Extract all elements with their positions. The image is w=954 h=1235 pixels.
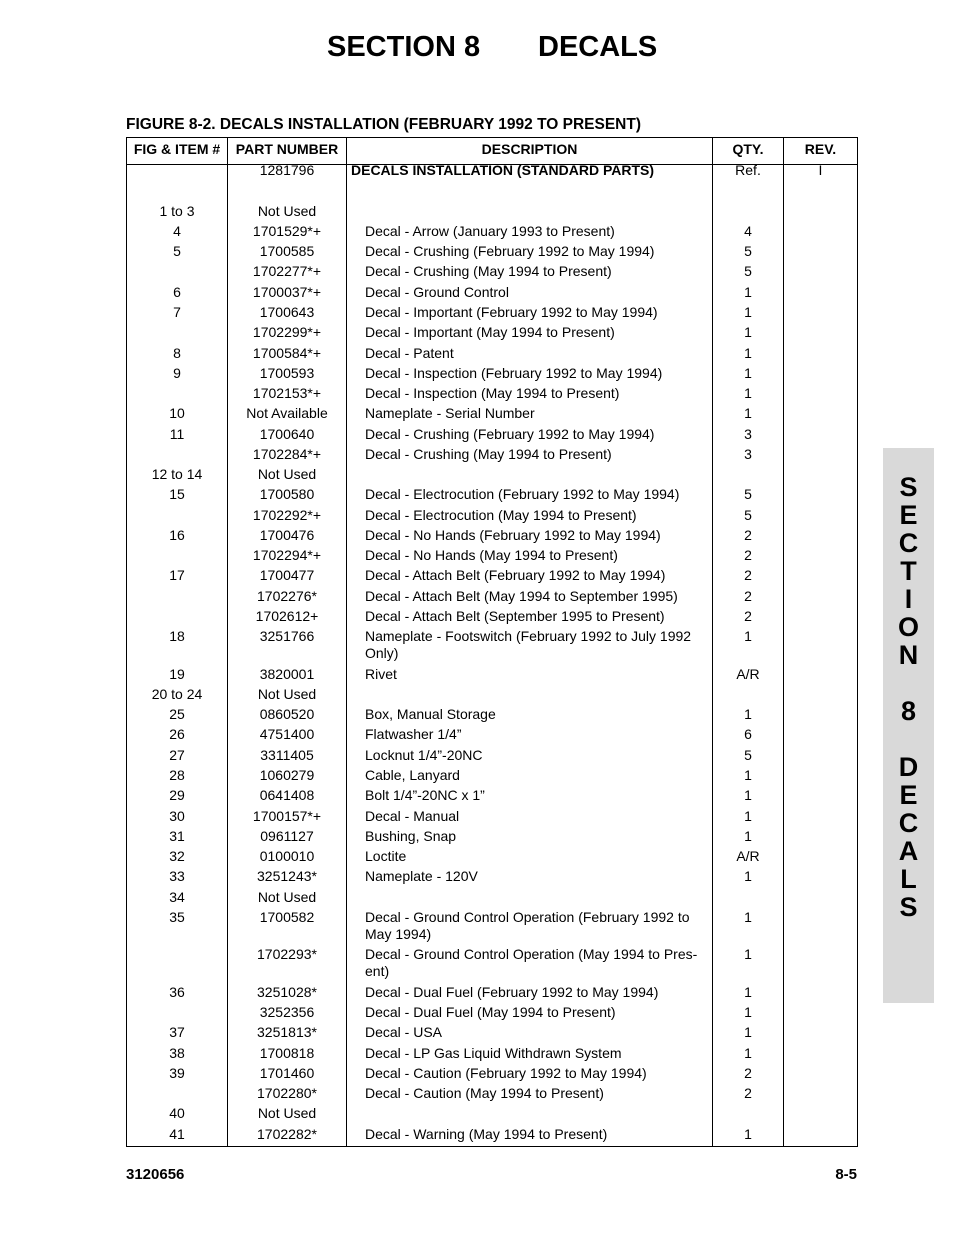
qty-cell: 2 bbox=[744, 608, 752, 624]
qty-cell: 1 bbox=[744, 405, 752, 421]
fig-item-cell: 26 bbox=[169, 726, 185, 742]
qty-cell: 2 bbox=[744, 588, 752, 604]
fig-item-cell: 36 bbox=[169, 984, 185, 1000]
part-number-cell: 1700585 bbox=[259, 243, 315, 259]
qty-cell: 5 bbox=[744, 507, 752, 523]
part-number-cell: Not Used bbox=[257, 1105, 317, 1121]
description-cell: Decal - Patent bbox=[365, 345, 454, 361]
description-cell: Cable, Lanyard bbox=[365, 767, 460, 783]
side-tab-letter: A bbox=[898, 836, 919, 866]
qty-cell: 1 bbox=[744, 909, 752, 925]
description-cell: Decal - Inspection (May 1994 to Present) bbox=[365, 385, 620, 401]
qty-cell: 1 bbox=[744, 628, 752, 644]
section-heading bbox=[0, 31, 954, 71]
part-number-cell: 4751400 bbox=[259, 726, 315, 742]
description-cell: Decal - Crushing (February 1992 to May 1994) bbox=[365, 426, 655, 442]
fig-item-cell: 32 bbox=[169, 848, 185, 864]
qty-cell: 2 bbox=[744, 567, 752, 583]
description-cell: Decal - Crushing (May 1994 to Present) bbox=[365, 263, 612, 279]
description-cell: Decal - Electrocution (February 1992 to May 1994) bbox=[365, 486, 680, 502]
description-cell: Decal - USA bbox=[365, 1024, 443, 1040]
part-number-cell: 1060279 bbox=[259, 767, 315, 783]
part-number-cell: 3251243* bbox=[257, 868, 317, 884]
description-cell: Decal - Ground Control bbox=[365, 284, 509, 300]
description-cell: Flatwasher 1/4” bbox=[365, 726, 462, 742]
description-cell: Bolt 1/4”-20NC x 1” bbox=[365, 787, 485, 803]
description-cell: Decal - Manual bbox=[365, 808, 460, 824]
qty-cell: 1 bbox=[744, 304, 752, 320]
side-tab-letter: O bbox=[897, 612, 919, 642]
qty-cell: 2 bbox=[744, 527, 752, 543]
qty-cell: 1 bbox=[744, 345, 752, 361]
qty-cell: A/R bbox=[736, 666, 760, 682]
qty-cell: 2 bbox=[744, 1065, 752, 1081]
description-cell: Decal - Inspection (February 1992 to May 1994) bbox=[365, 365, 663, 381]
qty-cell: A/R bbox=[736, 848, 760, 864]
part-number-cell: 3311405 bbox=[260, 747, 314, 763]
fig-item-cell: 1 to 3 bbox=[159, 203, 195, 219]
fig-item-cell: 6 bbox=[173, 284, 181, 300]
part-number-cell: Not Used bbox=[257, 466, 317, 482]
parts-table bbox=[126, 137, 858, 1147]
description-cell: Decal - Electrocution (May 1994 to Present) bbox=[365, 507, 637, 523]
fig-item-cell: 37 bbox=[169, 1024, 185, 1040]
side-tab-letter: S bbox=[899, 892, 918, 922]
qty-cell: 5 bbox=[744, 243, 752, 259]
fig-item-cell: 25 bbox=[169, 706, 185, 722]
fig-item-cell: 27 bbox=[169, 747, 185, 763]
description-cell: Box, Manual Storage bbox=[365, 706, 496, 722]
part-number-cell: Not Used bbox=[257, 203, 317, 219]
part-number-cell: 1702284*+ bbox=[252, 446, 322, 462]
fig-item-cell: 10 bbox=[169, 405, 185, 421]
part-number-cell: 1701460 bbox=[259, 1065, 315, 1081]
part-number-cell: 1700157*+ bbox=[252, 808, 322, 824]
description-cell: Decal - Dual Fuel (February 1992 to May 1994) bbox=[365, 984, 659, 1000]
part-number-cell: 0860520 bbox=[259, 706, 315, 722]
part-number-cell: 3820001 bbox=[259, 666, 315, 682]
description-cell: DECALS INSTALLATION (STANDARD PARTS) bbox=[351, 162, 655, 178]
qty-cell: 1 bbox=[744, 706, 752, 722]
fig-item-cell: 28 bbox=[169, 767, 185, 783]
description-cell: Decal - LP Gas Liquid Withdrawn System bbox=[365, 1045, 622, 1061]
column-header-qty: QTY. bbox=[732, 141, 764, 157]
part-number-cell: 1702153*+ bbox=[252, 385, 322, 401]
part-number-cell: 1702277*+ bbox=[252, 263, 322, 279]
fig-item-cell: 11 bbox=[169, 426, 185, 442]
side-tab-letter: I bbox=[904, 584, 913, 614]
part-number-cell: 1281796 bbox=[259, 162, 315, 178]
side-tab-letter: E bbox=[899, 500, 918, 530]
column-header-part: PART NUMBER bbox=[235, 141, 339, 157]
qty-cell: 1 bbox=[744, 808, 752, 824]
fig-item-cell: 34 bbox=[169, 889, 185, 905]
part-number-cell: 1700818 bbox=[259, 1045, 315, 1061]
description-cell: Decal - Important (February 1992 to May 1994) bbox=[365, 304, 658, 320]
side-tab-letter: S bbox=[899, 472, 918, 502]
description-cell: Decal - Attach Belt (September 1995 to Present) bbox=[365, 608, 665, 624]
description-cell: Decal - Crushing (February 1992 to May 1994) bbox=[365, 243, 655, 259]
qty-cell: 1 bbox=[744, 1004, 752, 1020]
description-cell: Decal - No Hands (February 1992 to May 1994) bbox=[365, 527, 661, 543]
fig-item-cell: 8 bbox=[173, 345, 181, 361]
fig-item-cell: 31 bbox=[169, 828, 185, 844]
page-number: 8-5 bbox=[835, 1166, 857, 1183]
description-cell: Decal - Attach Belt (May 1994 to September 1995) bbox=[365, 588, 678, 604]
description-cell: Nameplate - Footswitch (February 1992 to July 1992 Only) bbox=[365, 628, 692, 661]
description-cell: Loctite bbox=[365, 848, 407, 864]
qty-cell: 1 bbox=[744, 946, 752, 962]
section-side-tab bbox=[883, 448, 934, 1003]
fig-item-cell: 30 bbox=[169, 808, 185, 824]
description-cell: Decal - Warning (May 1994 to Present) bbox=[365, 1126, 608, 1142]
part-number-cell: 1702294*+ bbox=[252, 547, 322, 563]
qty-cell: 5 bbox=[744, 486, 752, 502]
side-tab-letter: 8 bbox=[900, 696, 917, 726]
side-tab-letter: N bbox=[898, 640, 919, 670]
description-cell: Decal - Arrow (January 1993 to Present) bbox=[365, 223, 615, 239]
fig-item-cell: 29 bbox=[169, 787, 185, 803]
section-name: DECALS bbox=[538, 31, 658, 63]
side-tab-letter: C bbox=[898, 528, 919, 558]
description-cell: Decal - Caution (May 1994 to Present) bbox=[365, 1085, 604, 1101]
fig-item-cell: 20 to 24 bbox=[151, 686, 203, 702]
description-cell: Bushing, Snap bbox=[365, 828, 457, 844]
qty-cell: 5 bbox=[744, 747, 752, 763]
rev-cell: I bbox=[818, 162, 823, 178]
description-cell: Decal - Ground Control Operation (May 1994 to Pres- ent) bbox=[365, 946, 698, 979]
qty-cell: 1 bbox=[744, 1126, 752, 1142]
qty-cell: Ref. bbox=[735, 162, 761, 178]
fig-item-cell: 16 bbox=[169, 527, 185, 543]
description-cell: Nameplate - 120V bbox=[365, 868, 478, 884]
qty-cell: 1 bbox=[744, 284, 752, 300]
side-tab-letter: E bbox=[899, 780, 918, 810]
description-cell: Locknut 1/4”-20NC bbox=[365, 747, 483, 763]
qty-cell: 6 bbox=[744, 726, 752, 742]
description-cell: Rivet bbox=[365, 666, 397, 682]
side-tab-letter: C bbox=[898, 808, 919, 838]
part-number-cell: 0961127 bbox=[260, 828, 314, 844]
part-number-cell: 1702299*+ bbox=[252, 324, 322, 340]
part-number-cell: 1700477 bbox=[259, 567, 315, 583]
qty-cell: 5 bbox=[744, 263, 752, 279]
part-number-cell: 3251766 bbox=[259, 628, 315, 644]
part-number-cell: 1700037*+ bbox=[252, 284, 322, 300]
side-tab-letter: T bbox=[900, 556, 917, 586]
qty-cell: 2 bbox=[744, 1085, 752, 1101]
part-number-cell: 3252356 bbox=[259, 1004, 315, 1020]
column-header-fig: FIG & ITEM # bbox=[133, 141, 221, 157]
part-number-cell: 1700593 bbox=[259, 365, 315, 381]
fig-item-cell: 15 bbox=[169, 486, 185, 502]
description-cell: Decal - Dual Fuel (May 1994 to Present) bbox=[365, 1004, 616, 1020]
part-number-cell: 0641408 bbox=[259, 787, 315, 803]
part-number-cell: 1701529*+ bbox=[252, 223, 322, 239]
qty-cell: 1 bbox=[744, 1045, 752, 1061]
fig-item-cell: 18 bbox=[169, 628, 185, 644]
fig-item-cell: 35 bbox=[169, 909, 185, 925]
fig-item-cell: 12 to 14 bbox=[151, 466, 203, 482]
qty-cell: 1 bbox=[744, 1024, 752, 1040]
description-cell: Decal - Crushing (May 1994 to Present) bbox=[365, 446, 612, 462]
fig-item-cell: 4 bbox=[173, 223, 181, 239]
part-number-cell: 1700643 bbox=[259, 304, 315, 320]
description-cell: Decal - Caution (February 1992 to May 1994) bbox=[365, 1065, 647, 1081]
part-number-cell: 1702612+ bbox=[255, 608, 319, 624]
fig-item-cell: 19 bbox=[169, 666, 185, 682]
fig-item-cell: 39 bbox=[169, 1065, 185, 1081]
fig-item-cell: 7 bbox=[173, 304, 181, 320]
description-cell: Nameplate - Serial Number bbox=[365, 405, 535, 421]
part-number-cell: 1700582 bbox=[259, 909, 315, 925]
column-divider bbox=[783, 138, 784, 1146]
part-number-cell: 1702292*+ bbox=[252, 507, 322, 523]
column-divider bbox=[346, 138, 347, 1146]
part-number-cell: 3251813* bbox=[257, 1024, 317, 1040]
description-cell: Decal - Attach Belt (February 1992 to May 1994) bbox=[365, 567, 666, 583]
fig-item-cell: 38 bbox=[169, 1045, 185, 1061]
figure-title: FIGURE 8-2. DECALS INSTALLATION (FEBRUARY 1992 TO PRESENT) bbox=[126, 116, 642, 133]
qty-cell: 1 bbox=[744, 324, 752, 340]
part-number-cell: 1700640 bbox=[259, 426, 315, 442]
column-header-description: DESCRIPTION bbox=[481, 141, 578, 157]
part-number-cell: 1700584*+ bbox=[252, 345, 322, 361]
part-number-cell: 1702280* bbox=[257, 1085, 317, 1101]
description-cell: Decal - Ground Control Operation (February 1992 to May 1994) bbox=[365, 909, 690, 942]
part-number-cell: Not Available bbox=[246, 405, 328, 421]
fig-item-cell: 33 bbox=[169, 868, 185, 884]
qty-cell: 1 bbox=[744, 787, 752, 803]
qty-cell: 4 bbox=[744, 223, 752, 239]
fig-item-cell: 9 bbox=[173, 365, 181, 381]
qty-cell: 3 bbox=[744, 446, 752, 462]
qty-cell: 1 bbox=[744, 365, 752, 381]
column-header-rev: REV. bbox=[804, 141, 837, 157]
qty-cell: 1 bbox=[744, 984, 752, 1000]
qty-cell: 1 bbox=[744, 828, 752, 844]
qty-cell: 3 bbox=[744, 426, 752, 442]
document-number: 3120656 bbox=[126, 1166, 185, 1183]
qty-cell: 2 bbox=[744, 547, 752, 563]
description-cell: Decal - Important (May 1994 to Present) bbox=[365, 324, 615, 340]
part-number-cell: 1700476 bbox=[259, 527, 315, 543]
fig-item-cell: 17 bbox=[169, 567, 185, 583]
fig-item-cell: 41 bbox=[169, 1126, 185, 1142]
part-number-cell: 1702282* bbox=[257, 1126, 317, 1142]
fig-item-cell: 5 bbox=[173, 243, 181, 259]
part-number-cell: 1702276* bbox=[257, 588, 317, 604]
part-number-cell: Not Used bbox=[257, 889, 317, 905]
part-number-cell: 1702293* bbox=[257, 946, 317, 962]
qty-cell: 1 bbox=[744, 767, 752, 783]
side-tab-letter: L bbox=[900, 864, 917, 894]
part-number-cell: Not Used bbox=[257, 686, 317, 702]
section-number: SECTION 8 bbox=[327, 31, 481, 63]
fig-item-cell: 40 bbox=[169, 1105, 185, 1121]
qty-cell: 1 bbox=[744, 868, 752, 884]
part-number-cell: 3251028* bbox=[257, 984, 317, 1000]
part-number-cell: 0100010 bbox=[259, 848, 315, 864]
qty-cell: 1 bbox=[744, 385, 752, 401]
description-cell: Decal - No Hands (May 1994 to Present) bbox=[365, 547, 618, 563]
side-tab-letter: D bbox=[898, 752, 919, 782]
part-number-cell: 1700580 bbox=[259, 486, 315, 502]
